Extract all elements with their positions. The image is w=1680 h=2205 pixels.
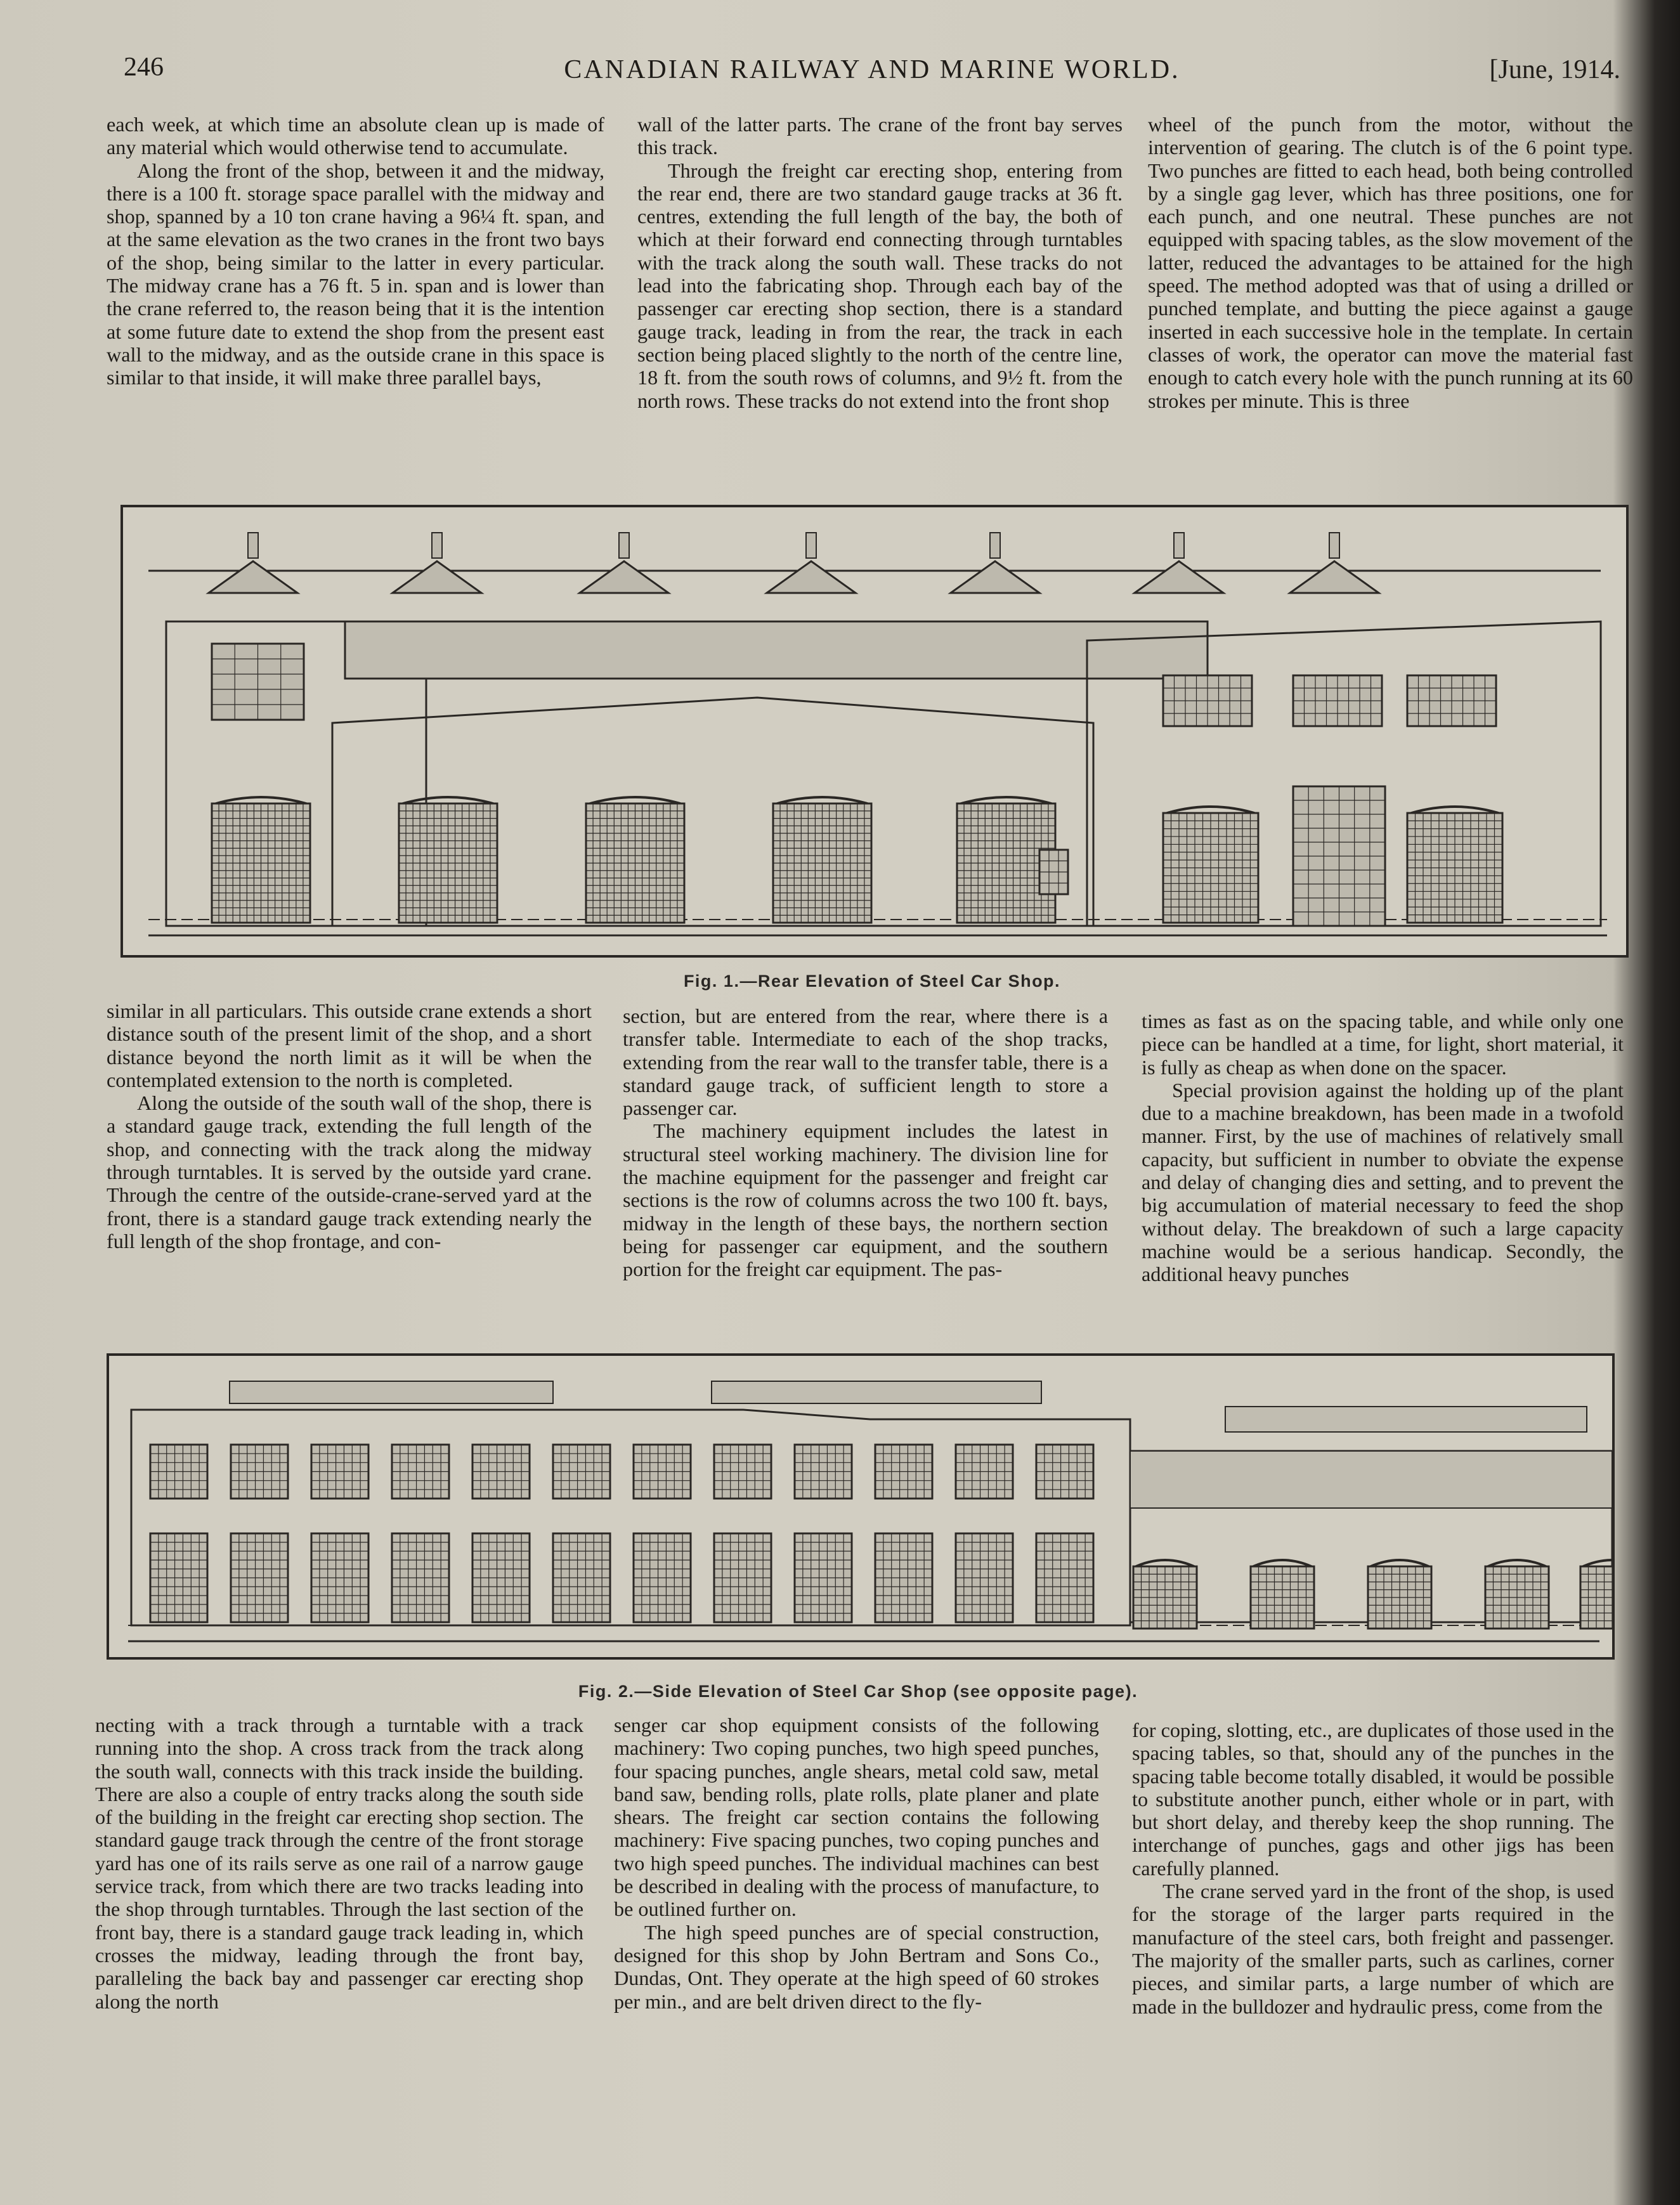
paragraph: wheel of the punch from the motor, without the intervention of gearing. The clutch is of the 6 point type. Two punches are fitted to each head, both being controlled by a single gag lever, which has three positions, one for each punch, and one neutral. These punches are not equipped with spacing tables, as the slow movement of the latter, reduced the advantages to be attained for the high speed. The method adopted was that of using a drilled or punched template, and butting the piece against a gauge inserted in each successive hole in the template. In certain classes of work, the operator can move the material fast enough to catch every hole with the punch running at its 60 strokes per minute. This is three — [1148, 113, 1633, 412]
bottom-column-1 — [95, 1714, 583, 2013]
ventilator — [248, 533, 258, 558]
door-opening — [1133, 1566, 1197, 1629]
door-opening — [1485, 1566, 1549, 1629]
lower-window — [311, 1533, 368, 1622]
lower-window — [634, 1533, 691, 1622]
upper-window — [231, 1445, 288, 1499]
running-header — [124, 52, 1620, 90]
paragraph: The crane served yard in the front of the shop, is used for the storage of the larger parts required in the manufacture of the steel cars, both freight and passenger. The majority of the smaller parts, such as carlines, corner pieces, and similar parts, a large number of which are made in the bulldozer and hydraulic press, come from the — [1132, 1880, 1614, 2018]
small-window — [1039, 850, 1068, 894]
paragraph: The machinery equipment includes the latest in structural steel working machinery. The division line for the machine equipment for the passenger and freight car sections is the row of columns across the two 100 ft. bays, midway in the length of these bays, the northern section being for passenger car equipment, and the southern portion for the freight car equipment. The pas- — [623, 1119, 1108, 1281]
door-opening — [1163, 813, 1258, 923]
top-column-3 — [1148, 113, 1633, 412]
upper-window — [956, 1445, 1013, 1499]
bottom-column-3 — [1132, 1719, 1614, 2018]
upper-window — [553, 1445, 610, 1499]
figure-side-elevation — [107, 1353, 1615, 1660]
paragraph: Through the freight car erecting shop, entering from the rear end, there are two standard gauge tracks at 36 ft. centres, extending the full length of the bay, the both of which at their forward end connecting through turntables with the track along the south wall. These tracks do not lead into the fabricating shop. Through each bay of the passenger car erecting shop section, there is a standard gauge track, leading in from the rear, the track in each section being placed slightly to the north of the centre line, 18 ft. from the south rows of columns, and 9½ ft. from the north rows. These tracks do not extend into the front shop — [637, 159, 1123, 412]
figure-1-caption: Fig. 1.—Rear Elevation of Steel Car Shop. — [683, 972, 1061, 991]
upper-window — [1407, 675, 1496, 726]
ventilator — [432, 533, 442, 558]
lower-window — [231, 1533, 288, 1622]
roof-monitor — [1290, 561, 1379, 593]
upper-window — [392, 1445, 449, 1499]
upper-window — [1036, 1445, 1093, 1499]
roof-monitor — [767, 561, 856, 593]
publication-title: CANADIAN RAILWAY AND MARINE WORLD. — [564, 55, 1180, 84]
roof-monitor — [230, 1381, 553, 1403]
roof-monitor — [209, 561, 297, 593]
ventilator — [990, 533, 1000, 558]
paragraph: section, but are entered from the rear, where there is a transfer table. Intermediate to each of the shop tracks, extending from the rear wall to the transfer table, there is a standard gauge track, of sufficient length to store a passenger car. — [623, 1005, 1108, 1120]
lower-window — [714, 1533, 771, 1622]
lower-window — [150, 1533, 207, 1622]
paragraph: Special provision against the holding up of the plant due to a machine breakdown, has been made in a twofold manner. First, by the use of machines of relatively small capacity, but sufficient in number to obviate the expense and delay of changing dies and setting, and to prevent the big accumulation of material necessary to feed the shop without delay. The breakdown of such a large capacity machine would be a serious handicap. Secondly, the additional heavy punches — [1142, 1078, 1624, 1286]
paragraph: times as fast as on the spacing table, and while only one piece can be handled at a time, for light, short material, it is fully as cheap as when done on the spacer. — [1142, 1010, 1624, 1079]
roof-monitor — [712, 1381, 1041, 1403]
upper-window — [795, 1445, 852, 1499]
upper-window — [1293, 675, 1382, 726]
lower-window — [1036, 1533, 1093, 1622]
upper-window — [212, 644, 304, 720]
bottom-column-2 — [614, 1714, 1099, 2013]
paragraph: each week, at which time an absolute clean up is made of any material which would otherwise tend to accumulate. — [107, 113, 604, 159]
ventilator — [806, 533, 816, 558]
door-opening — [212, 803, 310, 923]
paragraph: Along the front of the shop, between it and the midway, there is a 100 ft. storage space parallel with the midway and shop, spanned by a 10 ton crane having a 96¼ ft. span, and at the same elevation as the two cranes in the front two bays of the shop, being similar to the latter in every particular. The midway crane has a 76 ft. 5 in. span and is lower than the crane referred to, the reason being that it is the intention at some future date to extend the shop from the present east wall to the midway, and as the outside crane in this space is similar to that inside, it will make three parallel bays, — [107, 159, 604, 389]
door-opening — [586, 803, 684, 923]
door-opening — [1407, 813, 1502, 923]
middle-column-2 — [623, 1005, 1108, 1281]
figure-2-caption: Fig. 2.—Side Elevation of Steel Car Shop (see opposite page). — [578, 1682, 1138, 1701]
upper-window — [634, 1445, 691, 1499]
paragraph: for coping, slotting, etc., are duplicates of those used in the spacing tables, so that, should any of the punches in the spacing table become totally disabled, it would be possible to substitute another punch, either whole or in part, with but short delay, and thereby keep the shop running. The interchange of punches, gags and other jigs has been carefully planned. — [1132, 1719, 1614, 1880]
clerestory-band — [1130, 1451, 1612, 1508]
paragraph: similar in all particulars. This outside crane extends a short distance south of the present limit of the shop, and a short distance beyond the north limit as it will be when the contemplated extension to the north is completed. — [107, 999, 592, 1091]
side-elevation-drawing — [109, 1356, 1612, 1657]
ventilator — [619, 533, 629, 558]
upper-window — [311, 1445, 368, 1499]
lower-window — [553, 1533, 610, 1622]
paragraph: wall of the latter parts. The crane of the front bay serves this track. — [637, 113, 1123, 159]
upper-window — [714, 1445, 771, 1499]
roof-monitor — [1135, 561, 1223, 593]
figure-rear-elevation — [120, 505, 1629, 958]
upper-window — [150, 1445, 207, 1499]
top-column-2 — [637, 113, 1123, 412]
door-opening — [1580, 1566, 1612, 1629]
upper-window — [875, 1445, 932, 1499]
rear-elevation-drawing — [123, 507, 1626, 955]
lower-window — [392, 1533, 449, 1622]
lower-window — [956, 1533, 1013, 1622]
ventilator — [1174, 533, 1184, 558]
roof-monitor — [393, 561, 481, 593]
door-opening — [773, 803, 871, 923]
lower-window — [795, 1533, 852, 1622]
middle-column-1 — [107, 999, 592, 1252]
upper-window — [472, 1445, 530, 1499]
door-opening — [399, 803, 497, 923]
lower-window — [875, 1533, 932, 1622]
roof-monitor — [580, 561, 668, 593]
ventilator — [1329, 533, 1339, 558]
roof-monitor — [1225, 1407, 1587, 1432]
lower-window — [472, 1533, 530, 1622]
page-number: 246 — [124, 53, 164, 82]
clerestory-band — [345, 621, 1208, 679]
door-opening — [1368, 1566, 1431, 1629]
paragraph: Along the outside of the south wall of the shop, there is a standard gauge track, extending the full length of the shop, and connecting with the track along the midway through turntables. It is served by the outside yard crane. Through the centre of the outside-crane-served yard at the front, there is a standard gauge track extending nearly the full length of the shop frontage, and con- — [107, 1091, 592, 1252]
central-door — [1293, 786, 1385, 926]
paragraph: senger car shop equipment consists of the following machinery: Two coping punches, two high speed punches, four spacing punches, angle shears, metal cold saw, metal band saw, bending rolls, plate rolls, plate planer and plate shears. The freight car section contains the following machinery: Five spacing punches, two coping punches and two high speed punches. The individual machines can best be described in dealing with the process of manufacture, to be outlined further on. — [614, 1714, 1099, 1921]
door-opening — [1251, 1566, 1314, 1629]
paragraph: necting with a track through a turntable with a track running into the shop. A cross track from the track along the south wall, connects with this track inside the building. There are also a couple of entry tracks along the south side of the building in the freight car erecting shop section. The standard gauge track through the centre of the front storage yard has one of its rails serve as one rail of a narrow gauge service track, from which there are two tracks leading into the shop through turntables. Through the last section of the front bay, there is a standard gauge track leading in, which crosses the midway, leading through the front bay, paralleling the back bay and passenger car erecting shop along the north — [95, 1714, 583, 2013]
top-column-1 — [107, 113, 604, 389]
upper-window — [1163, 675, 1252, 726]
issue-date: [June, 1914. — [1489, 55, 1620, 84]
roof-monitor — [951, 561, 1039, 593]
paragraph: The high speed punches are of special construction, designed for this shop by John Bertram and Sons Co., Dundas, Ont. They operate at the high speed of 60 strokes per min., and are belt driven direct to the fly- — [614, 1920, 1099, 2013]
middle-column-3 — [1142, 1010, 1624, 1286]
